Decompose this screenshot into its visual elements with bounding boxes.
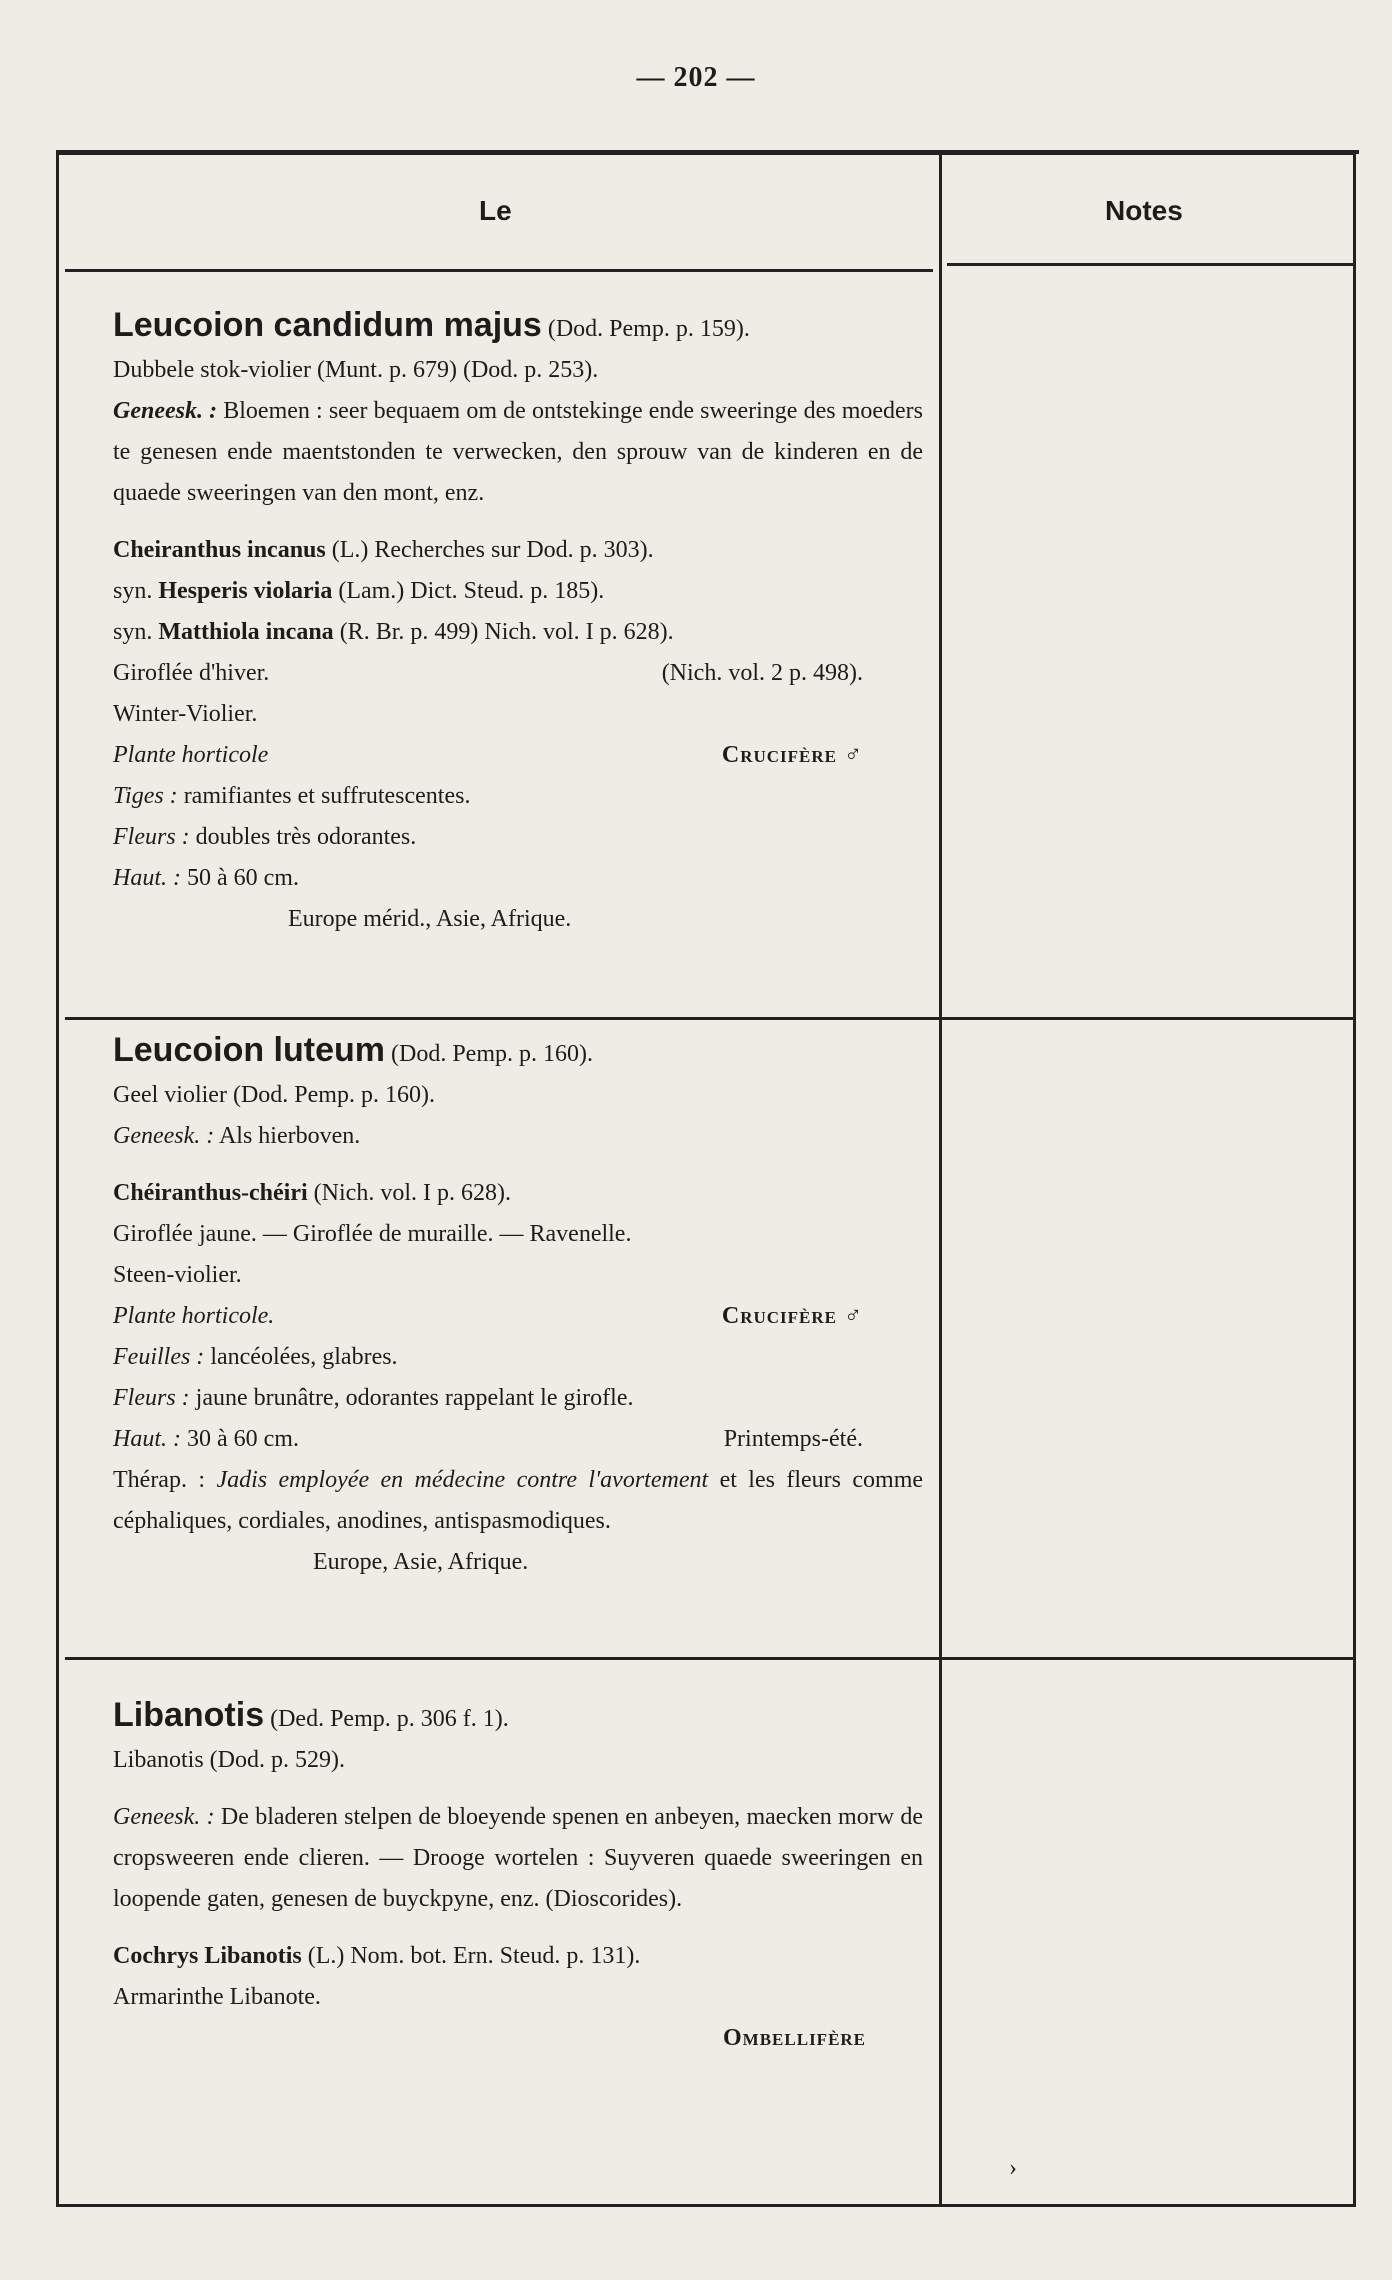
synonym-name: Hesperis violaria — [158, 578, 333, 604]
header-left: Le — [479, 195, 512, 226]
syn-prefix: syn. — [113, 578, 153, 604]
family-name: Ombellifère — [723, 2025, 867, 2051]
entry-title-ref: (Ded. Pemp. p. 306 f. 1). — [270, 1706, 509, 1732]
column-divider — [939, 155, 942, 2204]
synonym-name: Matthiola incana — [158, 619, 334, 645]
therap-italic: Jadis employée en médecine contre l'avortement — [216, 1467, 709, 1493]
header-rule-right — [947, 263, 1353, 266]
entry-title-ref: (Dod. Pemp. p. 160). — [391, 1041, 593, 1067]
entry-title: Libanotis — [113, 1696, 265, 1734]
haut-label: Haut. : — [113, 1426, 181, 1452]
fleurs-label: Fleurs : — [113, 824, 190, 850]
synonym-ref: (R. Br. p. 499) Nich. vol. I p. 628). — [339, 619, 674, 645]
entry-divider — [65, 1017, 1353, 1020]
scientific-ref: (Nich. vol. I p. 628). — [313, 1180, 511, 1206]
geneesk-label: Geneesk. : — [113, 1123, 215, 1149]
synonym-ref: (Lam.) Dict. Steud. p. 185). — [338, 578, 605, 604]
haut-label: Haut. : — [113, 865, 181, 891]
haut-text: 50 à 60 cm. — [187, 865, 299, 891]
syn-prefix: syn. — [113, 619, 153, 645]
dutch-name: Geel violier (Dod. Pemp. p. 160). — [113, 1082, 435, 1108]
haut-text: 30 à 60 cm. — [187, 1426, 299, 1452]
geneesk-label: Geneesk. : — [113, 1804, 215, 1830]
tiges-text: ramifiantes et suffrutescentes. — [183, 783, 471, 809]
page-number: — 202 — — [636, 62, 756, 93]
french-ref: (Nich. vol. 2 p. 498). — [661, 660, 863, 686]
feuilles-text: lancéolées, glabres. — [210, 1344, 398, 1370]
entry-title-ref: (Dod. Pemp. p. 159). — [547, 316, 750, 342]
tiges-label: Tiges : — [113, 783, 178, 809]
header-rule-left — [65, 269, 933, 272]
family-name: Crucifère ♂ — [721, 1303, 863, 1329]
entry-leucoion-candidum — [83, 305, 923, 940]
common-name: Winter-Violier. — [113, 701, 258, 727]
table-frame — [56, 152, 1356, 2207]
feuilles-label: Feuilles : — [113, 1344, 205, 1370]
fleurs-text: jaune brunâtre, odorantes rappelant le girofle. — [195, 1385, 634, 1411]
scientific-ref: (L.) Recherches sur Dod. p. 303). — [331, 537, 654, 563]
scientific-name: Chéiranthus-chéiri — [113, 1180, 308, 1206]
plante-type: Plante horticole. — [113, 1303, 275, 1329]
scientific-name: Cochrys Libanotis — [113, 1943, 302, 1969]
entry-title: Leucoion candidum majus — [113, 306, 542, 344]
family-name: Crucifère ♂ — [721, 742, 863, 768]
dutch-name: Libanotis (Dod. p. 529). — [113, 1747, 345, 1773]
french-name: Giroflée d'hiver. — [113, 660, 270, 686]
geneesk-text: Als hierboven. — [218, 1123, 361, 1149]
season: Printemps-été. — [723, 1426, 863, 1452]
entry-title: Leucoion luteum — [113, 1031, 385, 1069]
geneesk-label: Geneesk. : — [113, 398, 218, 424]
region: Europe, Asie, Afrique. — [313, 1549, 529, 1575]
therap-text: et les fleurs comme céphaliques, cordiales, anodines, antispasmodiques. — [113, 1467, 924, 1534]
dutch-name: Dubbele stok-violier (Munt. p. 679) (Dod. p. 253). — [113, 357, 599, 383]
entry-leucoion-luteum — [83, 1030, 923, 1583]
notes-mark: › — [1009, 2155, 1017, 2181]
entry-libanotis — [83, 1695, 923, 2059]
fleurs-text: doubles très odorantes. — [195, 824, 417, 850]
plante-type: Plante horticole — [113, 742, 269, 768]
french-name: Armarinthe Libanote. — [113, 1984, 321, 2010]
scientific-name: Cheiranthus incanus — [113, 537, 326, 563]
common-name: Steen-violier. — [113, 1262, 242, 1288]
scientific-ref: (L.) Nom. bot. Ern. Steud. p. 131). — [307, 1943, 641, 1969]
header-notes: Notes — [1105, 195, 1183, 226]
geneesk-text: Bloemen : seer bequaem om de ontstekinge ende sweeringe des moeders te genesen ende maentstonden te verwecken, den sprouw van de kinderen en de quaede sweeringen van den mont, enz. — [113, 398, 924, 506]
region: Europe mérid., Asie, Afrique. — [288, 906, 572, 932]
geneesk-text: De bladeren stelpen de bloeyende spenen en anbeyen, maecken morw de cropsweeren ende clieren. — Drooge wortelen : Suyveren quaede sweeringen en loopende gaten, genesen de buyckpyne, enz. (Dioscorides). — [113, 1804, 924, 1912]
entry-divider — [65, 1657, 1353, 1660]
fleurs-label: Fleurs : — [113, 1385, 190, 1411]
therap-label: Thérap. : — [113, 1467, 206, 1493]
french-name: Giroflée jaune. — Giroflée de muraille. — Ravenelle. — [113, 1221, 632, 1247]
